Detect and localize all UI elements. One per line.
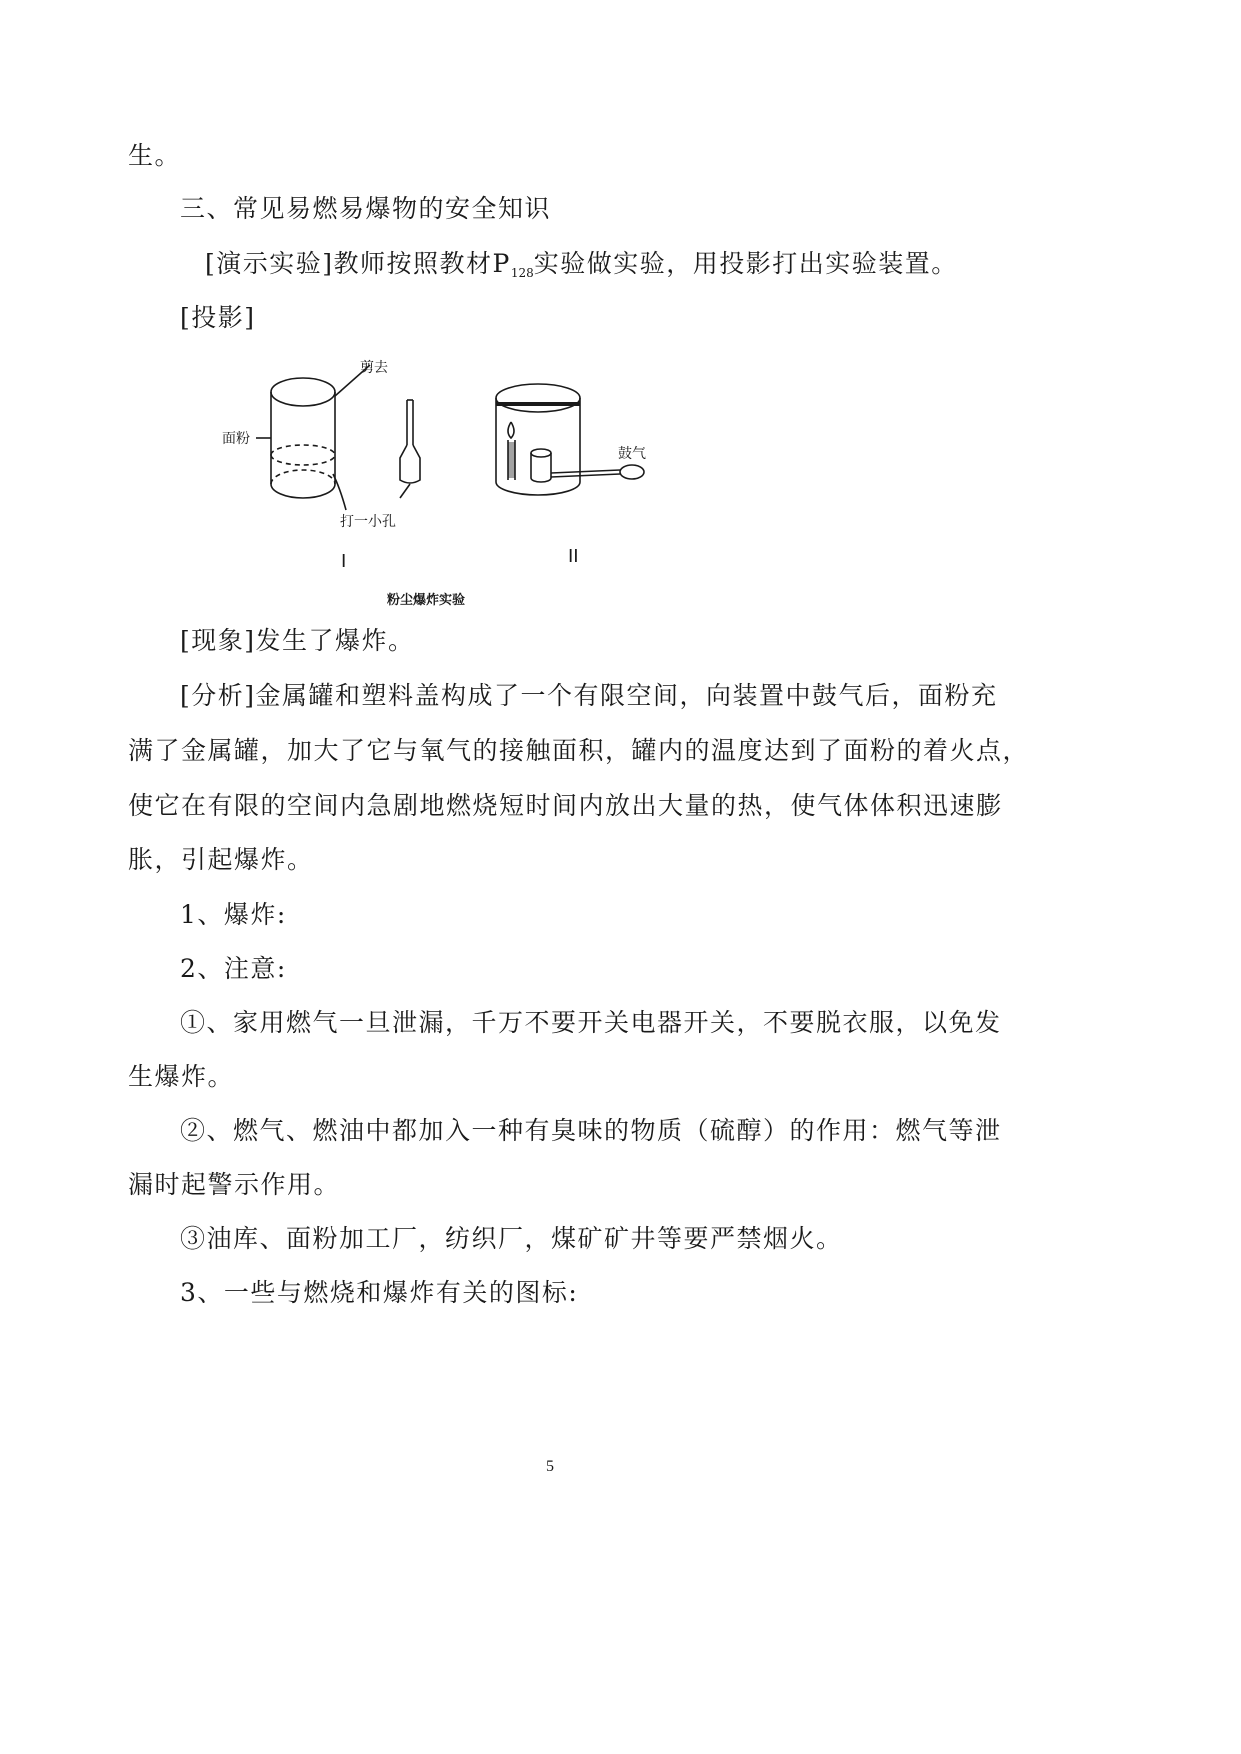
phenomenon-line: [现象]发生了爆炸。 (180, 626, 415, 655)
numeral-one: I (341, 551, 347, 572)
dust-explosion-figure (200, 350, 720, 620)
note-line: ③油库、面粉加工厂，纺织厂，煤矿矿井等要严禁烟火。 (180, 1224, 843, 1253)
label-hole: 打一小孔 (340, 514, 396, 530)
page-number: 5 (546, 1458, 554, 1475)
section-heading: 三、常见易燃易爆物的安全知识 (180, 194, 552, 223)
note-line: ①、家用燃气一旦泄漏，千万不要开关电器开关，不要脱衣服，以免发 (180, 1008, 1002, 1037)
note-line: ②、燃气、燃油中都加入一种有臭味的物质（硫醇）的作用：燃气等泄 (180, 1116, 1002, 1145)
note-line: 漏时起警示作用。 (128, 1170, 341, 1199)
demo-text: [演示实验]教师按照教材P (205, 249, 511, 278)
paragraph-line (205, 249, 958, 288)
numeral-two: II (568, 546, 579, 567)
list-item: 1、爆炸: (180, 900, 287, 929)
label-blow: 鼓气 (618, 446, 646, 462)
page-subscript: 128 (510, 266, 534, 280)
label-flour: 面粉 (222, 431, 250, 447)
list-item: 3、一些与燃烧和爆炸有关的图标: (180, 1278, 579, 1307)
analysis-line: 使它在有限的空间内急剧地燃烧短时间内放出大量的热，使气体体积迅速膨 (128, 791, 1003, 820)
analysis-line: [分析]金属罐和塑料盖构成了一个有限空间，向装置中鼓气后，面粉充 (180, 681, 998, 710)
analysis-line: 满了金属罐，加大了它与氧气的接触面积，罐内的温度达到了面粉的着火点， (128, 736, 1030, 765)
list-item: 2、注意: (180, 954, 287, 983)
analysis-line: 胀，引起爆炸。 (128, 845, 314, 874)
paragraph-line: 生。 (128, 141, 182, 170)
demo-text-cont: 实验做实验，用投影打出实验装置。 (533, 249, 958, 278)
projection-label: [投影] (180, 303, 256, 332)
label-cut: 剪去 (360, 360, 388, 376)
note-line: 生爆炸。 (128, 1062, 235, 1091)
figure-caption: 粉尘爆炸实验 (387, 593, 466, 608)
